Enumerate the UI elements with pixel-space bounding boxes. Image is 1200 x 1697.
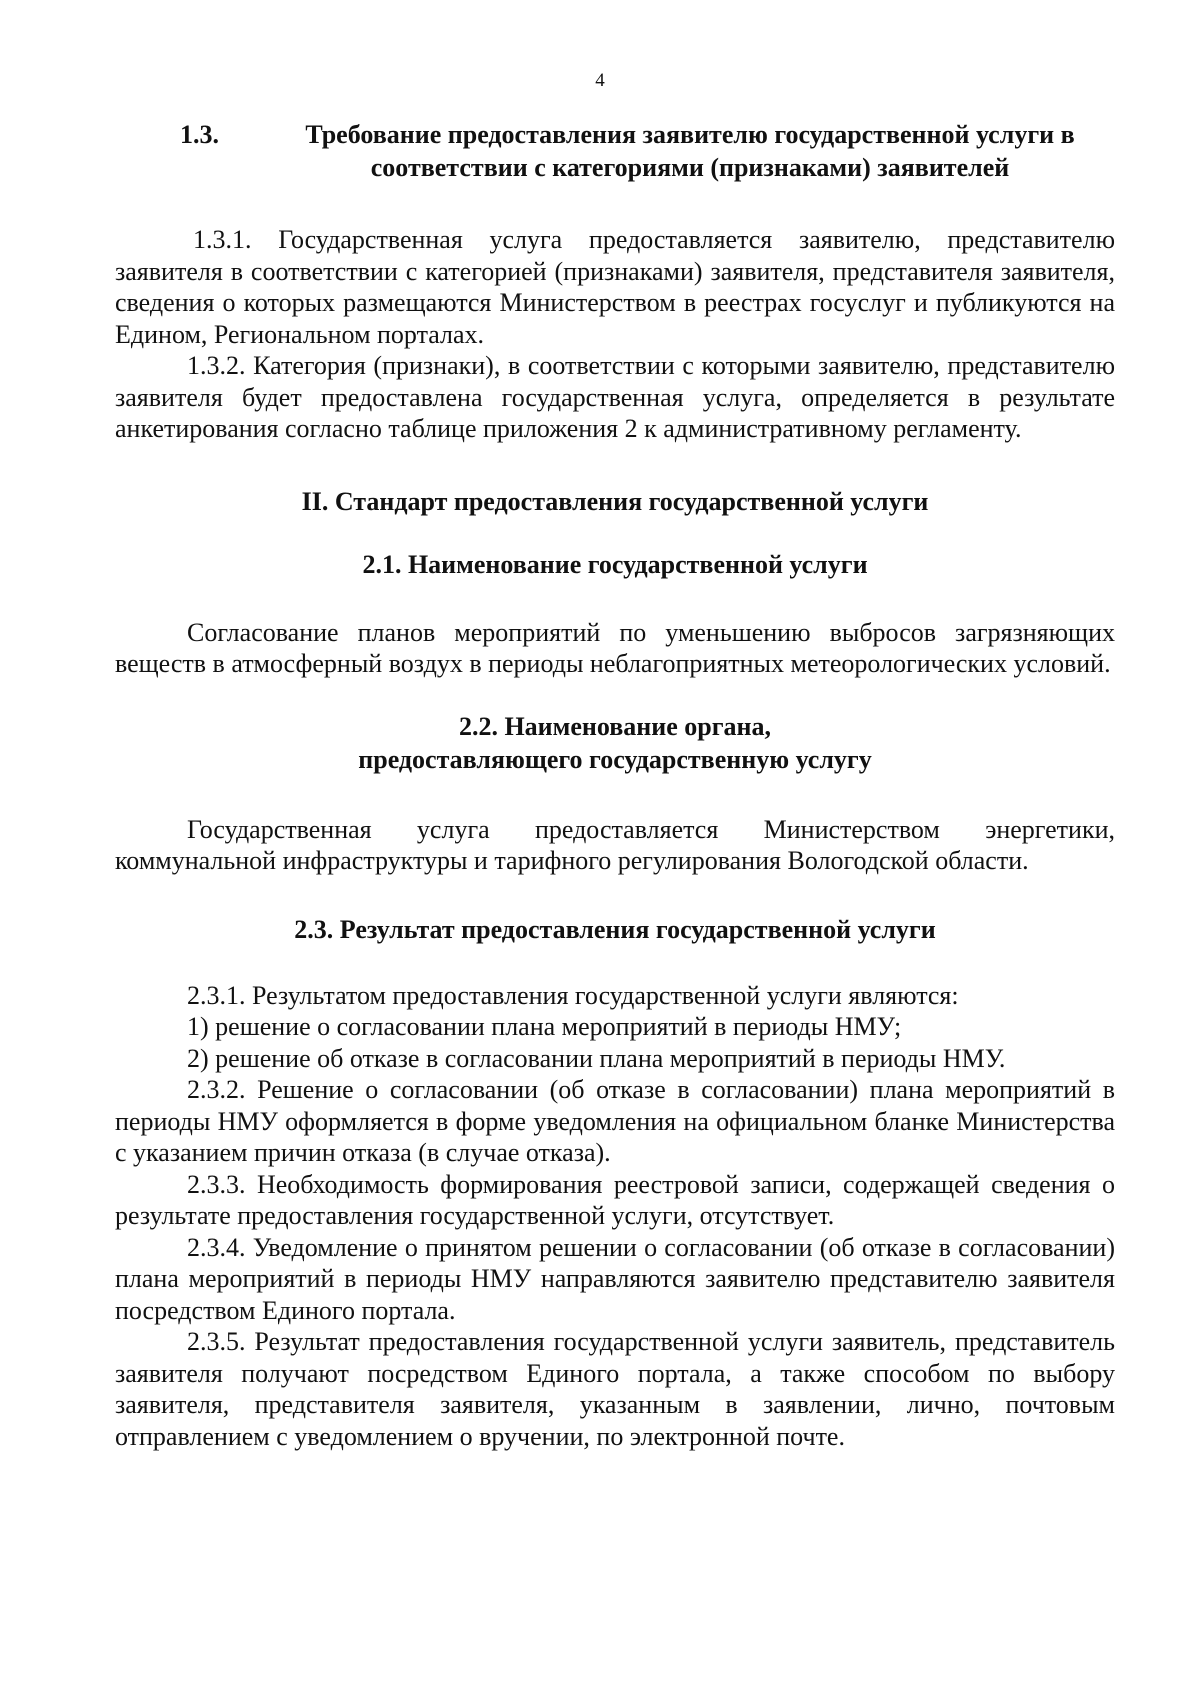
paragraph-2-3-4: 2.3.4. Уведомление о принятом решении о согласовании (об отказе в согласовании) плана мероприятий в периоды НМУ направляются заявителю представителю заявителя посредством Единого портала. (115, 1232, 1115, 1325)
section-2-3-heading: 2.3. Результат предоставления государственной услуги (294, 914, 936, 944)
paragraph-2-3-1-item-1: 1) решение о согласовании плана мероприятий в периоды НМУ; (187, 1012, 902, 1041)
paragraph-1-3-1: 1.3.1. Государственная услуга предоставляется заявителю, представителю заявителя в соответствии с категорией (признаками) заявителя, представителя заявителя, сведения о которых размещаются Министерством в реестрах госуслуг и публикуются на Едином, Региональном порталах. (115, 225, 1115, 349)
section-2-2-heading (115, 710, 1115, 776)
page-number: 4 (595, 70, 605, 91)
paragraph-2-3-3: 2.3.3. Необходимость формирования реестровой записи, содержащей сведения о результате предоставления государственной услуги, отсутствует. (115, 1169, 1115, 1230)
section-2-2-title-line1: 2.2. Наименование органа, (458, 711, 772, 741)
paragraph-1-3-2: 1.3.2. Категория (признаки), в соответствии с которыми заявителю, представителю заявителя будет предоставлена государственная услуга, определяется в результате анкетирования согласно таблице приложения 2 к административному регламенту. (115, 351, 1115, 443)
section-1-3-heading (115, 118, 1115, 184)
section-2-2-title-line2: предоставляющего государственную услугу (358, 744, 872, 774)
paragraph-2-3-1: 2.3.1. Результатом предоставления государственной услуги являются: (187, 980, 959, 1010)
section-2-1-heading: 2.1. Наименование государственной услуги (362, 549, 868, 579)
paragraph-2-3-2: 2.3.2. Решение о согласовании (об отказе в согласовании) плана мероприятий в периоды НМУ оформляется в форме уведомления на официальном бланке Министерства с указанием причин отказа (в случае отказа). (115, 1075, 1115, 1167)
paragraph-2-1: Согласование планов мероприятий по уменьшению выбросов загрязняющих веществ в атмосферный воздух в периоды неблагоприятных метеорологических условий. (115, 617, 1115, 678)
section-2-heading: II. Стандарт предоставления государственной услуги (301, 486, 929, 516)
paragraph-2-3-1-item-2: 2) решение об отказе в согласовании плана мероприятий в периоды НМУ. (187, 1043, 1006, 1073)
paragraph-2-3-5: 2.3.5. Результат предоставления государственной услуги заявитель, представитель заявителя получают посредством Единого портала, а также способом по выбору заявителя, представителя заявителя, указанным в заявлении, лично, почтовым отправлением с уведомлением о вручении, по электронной почте. (115, 1327, 1115, 1451)
section-1-3-title: Требование предоставления заявителю государственной услуги в соответствии с категориями (признаками) заявителей (305, 120, 1075, 182)
document-body (115, 118, 1115, 1452)
paragraph-2-2: Государственная услуга предоставляется Министерством энергетики, коммунальной инфраструктуры и тарифного регулирования Вологодской области. (115, 814, 1115, 875)
section-1-3-number: 1.3. (180, 120, 219, 149)
